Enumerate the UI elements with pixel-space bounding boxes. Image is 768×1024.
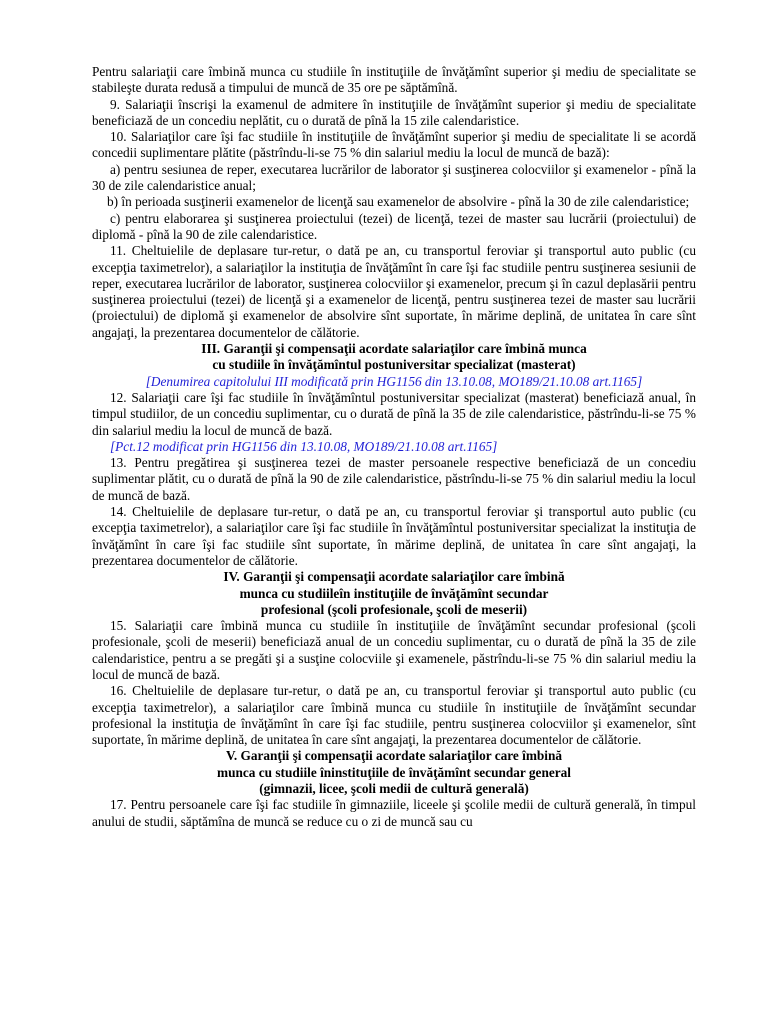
paragraph-17: 17. Pentru persoanele care îşi fac studiile în gimnaziile, liceele şi şcolile medii de cultură generală, în timpul anului de studii, săptămîna de muncă se reduce cu o zi de muncă sau cu <box>92 797 696 829</box>
paragraph-9: 9. Salariaţii înscrişi la examenul de admitere în instituţiile de învăţămînt superior şi mediu de specialitate beneficiază de un concediu neplătit, cu o durată de pînă la 15 zile calendaristice. <box>92 96 696 128</box>
section-4-heading-line-3: profesional (şcoli profesionale, şcoli de meserii) <box>260 601 528 617</box>
section-3-heading-line-1: III. Garanţii şi compensaţii acordate salariaţilor care îmbină munca <box>201 341 587 357</box>
section-5-heading-line-3: (gimnazii, licee, şcoli medii de cultură generală) <box>259 781 529 797</box>
paragraph-14: 14. Cheltuielile de deplasare tur-retur, o dată pe an, cu transportul feroviar şi transportul auto public (cu excepţia taximetrelor), a salariaţilor care îşi fac studiile în învăţămîntul postuniversitar specializat la instituţia de învăţămînt în care îşi fac studiile sînt suportate, în mărime deplină, de unitatea în care sînt angajaţi, la prezentarea documentelor de călătorie. <box>92 504 696 568</box>
section-4-heading-line-1: IV. Garanţii şi compensaţii acordate salariaţilor care îmbină <box>223 569 565 585</box>
section-5-heading-line-2: munca cu studiile îninstituţiile de învăţămînt secundar general <box>217 764 571 780</box>
paragraph-13: 13. Pentru pregătirea şi susţinerea tezei de master persoanele respective beneficiază de un concediu suplimentar plătit, cu o durată de pînă la 90 de zile calendaristice, păstrîndu-li-se 75 % din salariul mediu la locul de muncă de bază. <box>92 455 696 503</box>
paragraph-11: 11. Cheltuielile de deplasare tur-retur, o dată pe an, cu transportul feroviar şi transportul auto public (cu excepţia taximetrelor), a salariaţilor la instituţia de învăţămînt în care îşi fac studiile pentru susţinerea sesiunii de reper, executarea lucrărilor de laborator, susţinerea colocviilor şi examenelor, precum şi în cazul deplasării pentru susţinerea proiectului (tezei) de licenţă şi a examenelor de licenţă, pentru susţinerea tezei de master sau lucrării (proiectului) de diplomă şi examenelor de absolvire sînt suportate, în mărime deplină, de unitatea în care sînt angajaţi, la prezentarea documentelor de călătorie. <box>92 243 696 340</box>
amendment-note-paragraph-12: [Pct.12 modificat prin HG1156 din 13.10.08, MO189/21.10.08 art.1165] <box>110 438 498 454</box>
paragraph-12: 12. Salariaţii care îşi fac studiile în învăţămîntul postuniversitar specializat (masterat) beneficiază anual, în timpul studiilor, de un concediu suplimentar, cu o durată de pînă la 35 de zile calendaristice, păstrîndu-li-se 75 % din salariul mediu la locul de muncă de bază. <box>92 389 696 438</box>
paragraph-intro: Pentru salariaţii care îmbină munca cu studiile în instituţiile de învăţămînt superior şi mediu de specialitate se stabileşte durata redusă a timpului de muncă de 35 ore pe săptămînă. <box>92 64 696 96</box>
paragraph-15: 15. Salariaţii care îmbină munca cu studiile în instituţiile de învăţămînt secundar profesional (şcoli profesionale, şcoli de meserii) beneficiază anual de un concediu suplimentar, cu o durată de pînă la 35 de zile calendaristice, pentru a se pregăti şi a susţine colocviile şi examenele, păstrîndu-li-se 75 % din salariul mediu la locul de muncă de bază. <box>92 618 696 682</box>
paragraph-16: 16. Cheltuielile de deplasare tur-retur, o dată pe an, cu transportul feroviar şi transportul auto public (cu excepţia taximetrelor), a salariaţilor care îmbină munca cu studiile în instituţiile de învăţămînt secundar profesional la instituţia de învăţămînt în care îşi fac studiile, pentru susţinerea colocviilor şi examenelor, sînt suportate, în mărime deplină, de unitatea în care sînt angajaţi, la prezentarea documentelor de călătorie. <box>92 683 696 748</box>
section-3-heading-line-2: cu studiile în învăţămîntul postuniversitar specializat (masterat) <box>212 357 576 373</box>
amendment-note-section-3: [Denumirea capitolului III modificată prin HG1156 din 13.10.08, MO189/21.10.08 art.1165] <box>145 373 643 389</box>
paragraph-10: 10. Salariaţilor care îşi fac studiile în instituţiile de învăţămînt superior şi mediu de specialitate li se acordă concedii suplimentare plătite (păstrîndu-li-se 75 % din salariul mediu la locul de muncă de bază): <box>92 129 696 161</box>
section-5-heading-line-1: V. Garanţii şi compensaţii acordate salariaţilor care îmbină <box>225 748 563 764</box>
section-4-heading-line-2: munca cu studiileîn instituţiile de învăţămînt secundar <box>239 585 549 601</box>
paragraph-10b: b) în perioada susţinerii examenelor de licenţă sau examenelor de absolvire - pînă la 30 de zile calendaristice; <box>107 194 690 210</box>
paragraph-10c: c) pentru elaborarea şi susţinerea proiectului (tezei) de licenţă, tezei de master sau lucrării (proiectului) de diplomă - pînă la 90 de zile calendaristice. <box>92 210 696 242</box>
paragraph-10a: a) pentru sesiunea de reper, executarea lucrărilor de laborator şi susţinerea colocviilor şi examenelor - pînă la 30 de zile calendaristice anual; <box>92 161 696 194</box>
